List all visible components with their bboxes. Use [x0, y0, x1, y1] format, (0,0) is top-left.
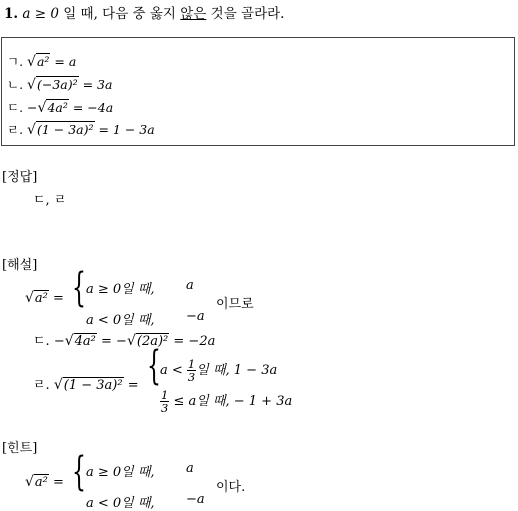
- radicand: a²: [34, 291, 48, 306]
- question-number: 1.: [4, 6, 19, 22]
- r-case-1: [160, 358, 277, 383]
- explanation-definition-lhs: [25, 290, 64, 306]
- radicand: a²: [36, 54, 50, 69]
- radicand: (−3a)²: [36, 77, 78, 92]
- explanation-marker: ㄹ.: [33, 378, 50, 393]
- answer-label: [정답]: [2, 170, 38, 185]
- choice-rhs: = 3a: [78, 77, 113, 92]
- left-brace-icon: {: [147, 343, 161, 389]
- definition-suffix: 이므로: [216, 297, 254, 312]
- equals-sign: =: [48, 291, 64, 306]
- definition-case-1-value: a: [186, 278, 194, 293]
- question-underlined-word: 않은: [180, 6, 207, 22]
- choice-3: [7, 98, 113, 116]
- choices-box: [1, 37, 515, 146]
- r-case-1-lhs: a <: [160, 363, 183, 379]
- hint-case-1-value: a: [186, 461, 194, 476]
- choice-prefix: −: [27, 100, 38, 115]
- explanation-mid: = −: [96, 334, 127, 349]
- choice-rhs: = 1 − 3a: [94, 122, 155, 137]
- sqrt-symbol: √: [25, 290, 34, 306]
- question-text-after: 것을 골라라.: [206, 6, 285, 22]
- hint-definition-lhs: [25, 474, 64, 490]
- radicand: (1 − 3a)²: [63, 378, 123, 393]
- equals-sign: =: [48, 475, 64, 490]
- radicand: 4a²: [74, 334, 96, 349]
- hint-suffix: 이다.: [216, 480, 246, 495]
- hint-case-1-condition: a ≥ 0일 때,: [86, 465, 155, 480]
- choice-2: [7, 75, 112, 93]
- choice-rhs: = −4a: [68, 100, 114, 115]
- question-text-before: 일 때, 다음 중 옳지: [58, 6, 181, 22]
- choice-marker: ㄷ.: [7, 100, 24, 115]
- sqrt-symbol: √: [126, 333, 136, 349]
- hint-case-2-condition: a < 0일 때,: [86, 496, 155, 511]
- left-brace-icon: {: [72, 265, 86, 311]
- sqrt-symbol: √: [53, 377, 63, 393]
- choice-marker: ㄱ.: [7, 54, 24, 69]
- equals-sign: =: [123, 378, 139, 393]
- choice-4: [7, 120, 155, 138]
- choice-marker: ㄹ.: [7, 122, 24, 137]
- sqrt-symbol: √: [27, 77, 36, 93]
- definition-case-2-value: −a: [186, 309, 205, 324]
- explanation-prefix: −: [49, 334, 65, 349]
- sqrt-symbol: √: [27, 54, 36, 70]
- explanation-line-r: [33, 374, 139, 393]
- left-brace-icon: {: [72, 449, 86, 495]
- explanation-marker: ㄷ.: [33, 334, 50, 349]
- definition-case-2-condition: a < 0일 때,: [86, 313, 155, 328]
- question-title: [4, 2, 284, 22]
- sqrt-symbol: √: [25, 474, 34, 490]
- explanation-result: = −2a: [169, 334, 216, 349]
- sqrt-symbol: √: [64, 333, 74, 349]
- fraction-one-third: $\frac{1}{3}$: [187, 357, 196, 385]
- answer-value: ㄷ, ㄹ: [33, 193, 67, 208]
- fraction-one-third: $\frac{1}{3}$: [161, 388, 169, 416]
- explanation-label: [해설]: [2, 258, 38, 273]
- radicand: a²: [34, 475, 48, 490]
- question-condition: a ≥ 0: [22, 6, 59, 22]
- choice-marker: ㄴ.: [7, 77, 24, 92]
- r-case-2-rest: ≤ a일 때, − 1 + 3a: [169, 394, 293, 410]
- r-case-2: [160, 389, 292, 414]
- explanation-line-d: [33, 330, 215, 349]
- choice-rhs: = a: [50, 54, 77, 69]
- r-case-1-rest: 일 때, 1 − 3a: [196, 363, 278, 379]
- radicand: (2a)²: [136, 334, 169, 349]
- radicand: (1 − 3a)²: [36, 122, 94, 137]
- radicand: 4a²: [47, 100, 68, 115]
- definition-case-1-condition: a ≥ 0일 때,: [86, 282, 155, 297]
- hint-case-2-value: −a: [186, 492, 205, 507]
- hint-label: [힌트]: [2, 441, 38, 456]
- sqrt-symbol: √: [37, 100, 47, 116]
- sqrt-symbol: √: [27, 122, 36, 138]
- choice-1: [7, 52, 76, 70]
